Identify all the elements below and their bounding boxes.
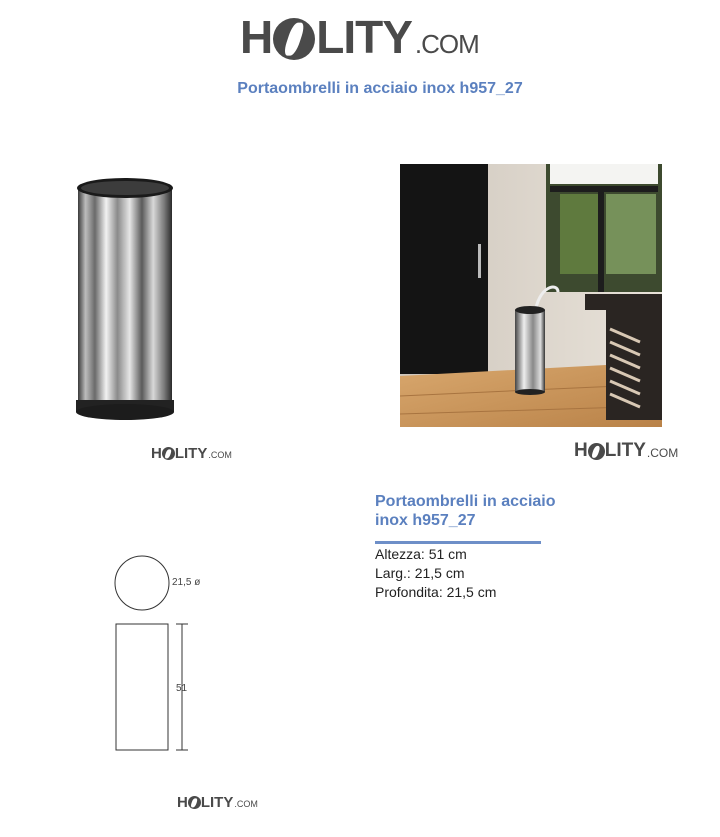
title-divider bbox=[375, 541, 541, 544]
product-image-room bbox=[400, 164, 662, 427]
brand-logo-small-3: H LITY .COM bbox=[177, 794, 258, 811]
brand-logo[interactable] bbox=[240, 11, 479, 64]
technical-drawing bbox=[108, 550, 218, 760]
logo-o-icon bbox=[188, 796, 201, 809]
side-view-rect bbox=[116, 624, 168, 750]
product-title-line2: inox h957_27 bbox=[375, 512, 476, 529]
logo-letters: LITY bbox=[316, 11, 412, 63]
product-image-stand bbox=[70, 172, 180, 424]
diameter-label: 21,5 ø bbox=[172, 577, 201, 588]
logo-o-icon bbox=[273, 18, 315, 60]
brand-logo-small-2: H LITY .COM bbox=[574, 440, 679, 461]
logo-o-icon bbox=[588, 443, 605, 460]
product-title-line1: Portaombrelli in acciaio bbox=[375, 493, 556, 510]
spec-width: Larg.: 21,5 cm bbox=[375, 565, 465, 581]
brand-logo-small-1: H LITY .COM bbox=[151, 445, 232, 462]
logo-domain: .COM bbox=[414, 29, 479, 59]
spec-depth: Profondita: 21,5 cm bbox=[375, 584, 497, 600]
logo-letter-h: H bbox=[240, 11, 273, 63]
spec-height: Altezza: 51 cm bbox=[375, 546, 467, 562]
product-title bbox=[375, 492, 595, 530]
top-view-circle bbox=[115, 556, 169, 610]
page-title: Portaombrelli in acciaio inox h957_27 bbox=[237, 80, 523, 97]
height-label: 51 bbox=[176, 683, 188, 694]
logo-o-icon bbox=[162, 447, 175, 460]
